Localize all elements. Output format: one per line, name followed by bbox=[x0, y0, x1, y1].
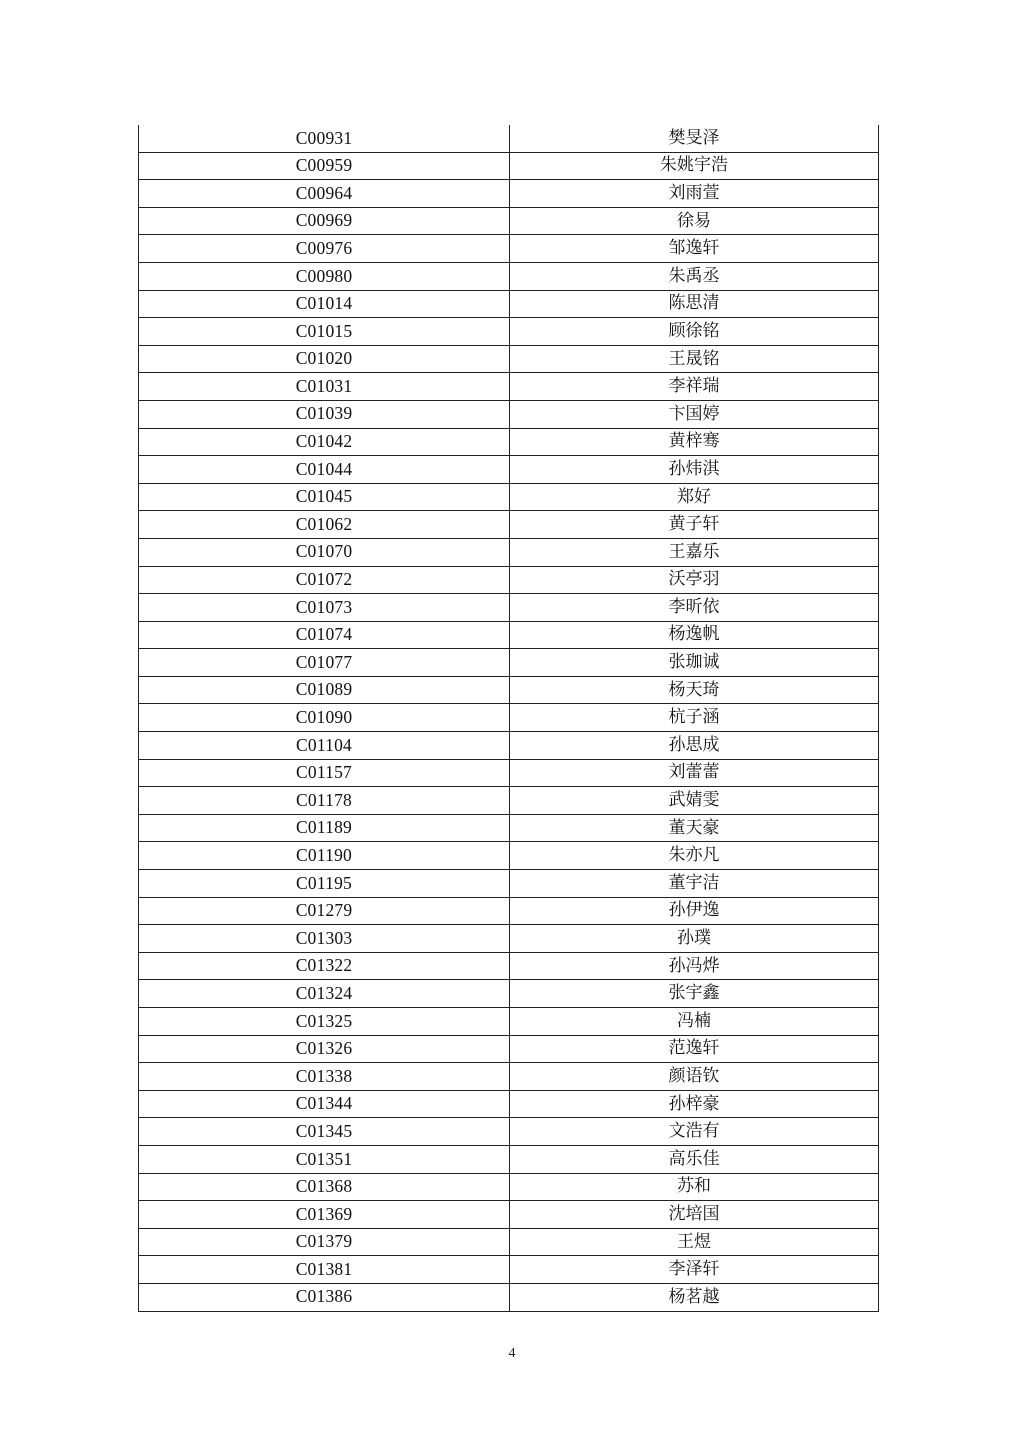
candidate-name-cell: 顾徐铭 bbox=[510, 318, 879, 346]
table-row bbox=[139, 235, 879, 263]
candidate-code-cell: C01014 bbox=[139, 290, 510, 318]
candidate-code-cell: C01062 bbox=[139, 511, 510, 539]
candidate-code-cell: C01369 bbox=[139, 1201, 510, 1229]
candidate-name-cell: 孙璞 bbox=[510, 925, 879, 953]
candidate-code-cell: C01338 bbox=[139, 1063, 510, 1091]
candidate-name-cell: 卞国婷 bbox=[510, 400, 879, 428]
candidate-name-cell: 冯楠 bbox=[510, 1008, 879, 1036]
candidate-code-cell: C01039 bbox=[139, 400, 510, 428]
table-row bbox=[139, 842, 879, 870]
table-row bbox=[139, 1008, 879, 1036]
candidate-code-cell: C00976 bbox=[139, 235, 510, 263]
roster-table bbox=[138, 125, 879, 1312]
candidate-name-cell: 孙思成 bbox=[510, 732, 879, 760]
table-row bbox=[139, 1118, 879, 1146]
table-row bbox=[139, 290, 879, 318]
table-row bbox=[139, 125, 879, 152]
candidate-name-cell: 黄子轩 bbox=[510, 511, 879, 539]
candidate-code-cell: C00980 bbox=[139, 262, 510, 290]
table-row bbox=[139, 1228, 879, 1256]
candidate-name-cell: 王晟铭 bbox=[510, 345, 879, 373]
candidate-name-cell: 王煜 bbox=[510, 1228, 879, 1256]
candidate-code-cell: C01073 bbox=[139, 594, 510, 622]
candidate-code-cell: C01322 bbox=[139, 952, 510, 980]
candidate-code-cell: C00969 bbox=[139, 207, 510, 235]
candidate-name-cell: 孙冯烨 bbox=[510, 952, 879, 980]
table-row bbox=[139, 759, 879, 787]
candidate-code-cell: C00931 bbox=[139, 125, 510, 152]
candidate-code-cell: C01044 bbox=[139, 456, 510, 484]
table-row bbox=[139, 814, 879, 842]
table-row bbox=[139, 345, 879, 373]
candidate-code-cell: C01195 bbox=[139, 870, 510, 898]
table-row bbox=[139, 787, 879, 815]
candidate-code-cell: C01015 bbox=[139, 318, 510, 346]
table-row bbox=[139, 1201, 879, 1229]
candidate-name-cell: 徐易 bbox=[510, 207, 879, 235]
candidate-code-cell: C01345 bbox=[139, 1118, 510, 1146]
candidate-name-cell: 朱亦凡 bbox=[510, 842, 879, 870]
table-row bbox=[139, 1090, 879, 1118]
candidate-code-cell: C01070 bbox=[139, 538, 510, 566]
table-row bbox=[139, 1145, 879, 1173]
candidate-name-cell: 黄梓骞 bbox=[510, 428, 879, 456]
candidate-code-cell: C01074 bbox=[139, 621, 510, 649]
candidate-name-cell: 孙炜淇 bbox=[510, 456, 879, 484]
candidate-name-cell: 董天豪 bbox=[510, 814, 879, 842]
table-row bbox=[139, 732, 879, 760]
table-row bbox=[139, 318, 879, 346]
roster-table-body bbox=[139, 125, 879, 1311]
table-row bbox=[139, 649, 879, 677]
candidate-code-cell: C01020 bbox=[139, 345, 510, 373]
candidate-name-cell: 李祥瑞 bbox=[510, 373, 879, 401]
candidate-code-cell: C01279 bbox=[139, 897, 510, 925]
candidate-name-cell: 文浩有 bbox=[510, 1118, 879, 1146]
table-row bbox=[139, 1256, 879, 1284]
table-row bbox=[139, 1173, 879, 1201]
candidate-code-cell: C01190 bbox=[139, 842, 510, 870]
candidate-name-cell: 沈培国 bbox=[510, 1201, 879, 1229]
candidate-name-cell: 沃亭羽 bbox=[510, 566, 879, 594]
table-row bbox=[139, 566, 879, 594]
candidate-code-cell: C01381 bbox=[139, 1256, 510, 1284]
candidate-code-cell: C01031 bbox=[139, 373, 510, 401]
table-row bbox=[139, 428, 879, 456]
candidate-code-cell: C01089 bbox=[139, 676, 510, 704]
candidate-name-cell: 王嘉乐 bbox=[510, 538, 879, 566]
candidate-name-cell: 朱姚宇浩 bbox=[510, 152, 879, 180]
candidate-name-cell: 杭子涵 bbox=[510, 704, 879, 732]
candidate-name-cell: 樊旻泽 bbox=[510, 125, 879, 152]
candidate-code-cell: C01344 bbox=[139, 1090, 510, 1118]
candidate-code-cell: C01072 bbox=[139, 566, 510, 594]
candidate-code-cell: C01386 bbox=[139, 1283, 510, 1311]
candidate-code-cell: C01326 bbox=[139, 1035, 510, 1063]
candidate-code-cell: C01090 bbox=[139, 704, 510, 732]
table-row bbox=[139, 621, 879, 649]
table-row bbox=[139, 870, 879, 898]
table-row bbox=[139, 373, 879, 401]
table-row bbox=[139, 980, 879, 1008]
table-row bbox=[139, 152, 879, 180]
candidate-name-cell: 李泽轩 bbox=[510, 1256, 879, 1284]
candidate-name-cell: 孙伊逸 bbox=[510, 897, 879, 925]
candidate-code-cell: C00964 bbox=[139, 180, 510, 208]
candidate-name-cell: 范逸轩 bbox=[510, 1035, 879, 1063]
page-number: 4 bbox=[508, 1346, 516, 1361]
table-row bbox=[139, 925, 879, 953]
candidate-code-cell: C01104 bbox=[139, 732, 510, 760]
roster-table-container bbox=[138, 125, 879, 1312]
candidate-name-cell: 刘雨萱 bbox=[510, 180, 879, 208]
candidate-name-cell: 郑好 bbox=[510, 483, 879, 511]
table-row bbox=[139, 483, 879, 511]
table-row bbox=[139, 1063, 879, 1091]
table-row bbox=[139, 1035, 879, 1063]
candidate-code-cell: C01324 bbox=[139, 980, 510, 1008]
candidate-name-cell: 苏和 bbox=[510, 1173, 879, 1201]
candidate-name-cell: 李昕依 bbox=[510, 594, 879, 622]
table-row bbox=[139, 594, 879, 622]
candidate-name-cell: 高乐佳 bbox=[510, 1145, 879, 1173]
candidate-code-cell: C01351 bbox=[139, 1145, 510, 1173]
candidate-name-cell: 朱禹丞 bbox=[510, 262, 879, 290]
table-row bbox=[139, 180, 879, 208]
candidate-code-cell: C01379 bbox=[139, 1228, 510, 1256]
candidate-name-cell: 孙梓豪 bbox=[510, 1090, 879, 1118]
candidate-code-cell: C01157 bbox=[139, 759, 510, 787]
candidate-code-cell: C01325 bbox=[139, 1008, 510, 1036]
candidate-code-cell: C00959 bbox=[139, 152, 510, 180]
candidate-name-cell: 张珈诚 bbox=[510, 649, 879, 677]
table-row bbox=[139, 952, 879, 980]
candidate-code-cell: C01189 bbox=[139, 814, 510, 842]
candidate-code-cell: C01368 bbox=[139, 1173, 510, 1201]
table-row bbox=[139, 511, 879, 539]
table-row bbox=[139, 1283, 879, 1311]
table-row bbox=[139, 676, 879, 704]
candidate-code-cell: C01077 bbox=[139, 649, 510, 677]
candidate-name-cell: 武婧雯 bbox=[510, 787, 879, 815]
candidate-code-cell: C01303 bbox=[139, 925, 510, 953]
candidate-code-cell: C01042 bbox=[139, 428, 510, 456]
candidate-name-cell: 杨天琦 bbox=[510, 676, 879, 704]
candidate-name-cell: 杨茗越 bbox=[510, 1283, 879, 1311]
table-row bbox=[139, 538, 879, 566]
table-row bbox=[139, 456, 879, 484]
candidate-name-cell: 邹逸轩 bbox=[510, 235, 879, 263]
table-row bbox=[139, 400, 879, 428]
candidate-code-cell: C01178 bbox=[139, 787, 510, 815]
table-row bbox=[139, 704, 879, 732]
candidate-name-cell: 颜语钦 bbox=[510, 1063, 879, 1091]
candidate-name-cell: 杨逸帆 bbox=[510, 621, 879, 649]
candidate-name-cell: 张宇鑫 bbox=[510, 980, 879, 1008]
table-row bbox=[139, 262, 879, 290]
table-row bbox=[139, 897, 879, 925]
table-row bbox=[139, 207, 879, 235]
candidate-name-cell: 陈思清 bbox=[510, 290, 879, 318]
candidate-code-cell: C01045 bbox=[139, 483, 510, 511]
candidate-name-cell: 刘蕾蕾 bbox=[510, 759, 879, 787]
candidate-name-cell: 董宇洁 bbox=[510, 870, 879, 898]
